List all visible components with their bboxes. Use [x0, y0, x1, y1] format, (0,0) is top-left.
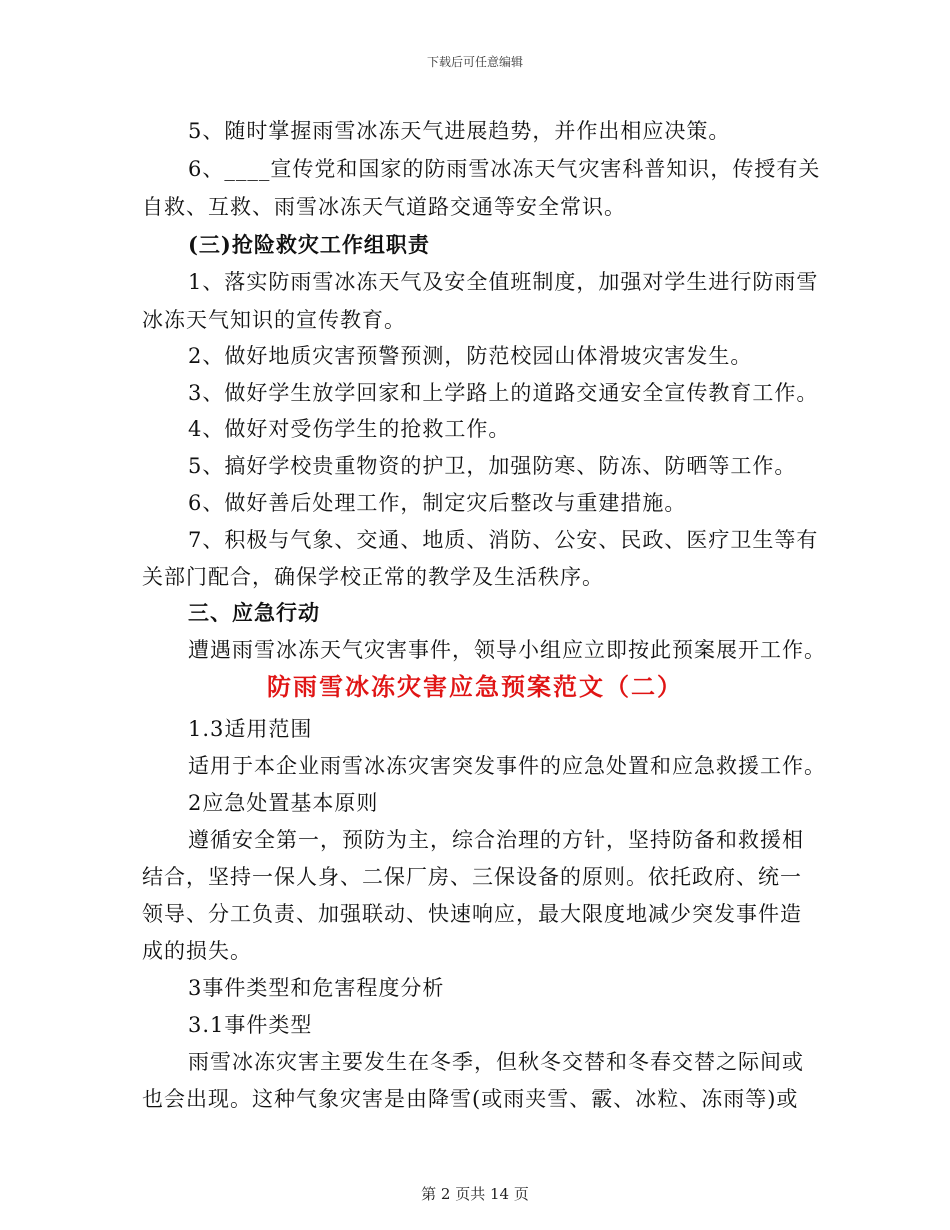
page-footer: 第 2 页共 14 页 — [421, 1185, 529, 1203]
text-line: 3、做好学生放学回家和上学路上的道路交通安全宣传教育工作。 — [188, 381, 819, 405]
text-line: 2、做好地质灾害预警预测，防范校园山体滑坡灾害发生。 — [188, 344, 753, 368]
text-line: 3事件类型和危害程度分析 — [188, 976, 445, 1000]
text-line: 2应急处置基本原则 — [188, 791, 379, 815]
text-line: 成的损失。 — [142, 939, 252, 963]
text-line: 5、搞好学校贵重物资的护卫，加强防寒、防冻、防晒等工作。 — [188, 454, 797, 478]
page-header: 下载后可任意编辑 — [426, 55, 523, 69]
document-title: 防雨雪冰冻灾害应急预案范文（二） — [267, 672, 683, 701]
text-line: 3.1事件类型 — [188, 1013, 313, 1037]
text-line: 6、做好善后处理工作，制定灾后整改与重建措施。 — [188, 491, 687, 515]
text-line: 自救、互救、雨雪冰冻天气道路交通等安全常识。 — [142, 195, 626, 219]
section-heading: (三)抢险救灾工作组职责 — [188, 232, 430, 257]
text-line: 关部门配合，确保学校正常的教学及生活秩序。 — [142, 565, 604, 589]
text-line: 也会出现。这种气象灾害是由降雪(或雨夹雪、霰、冰粒、冻雨等)或 — [142, 1087, 799, 1111]
text-line: 适用于本企业雨雪冰冻灾害突发事件的应急处置和应急救援工作。 — [188, 754, 826, 778]
text-line: 5、随时掌握雨雪冰冻天气进展趋势，并作出相应决策。 — [188, 119, 731, 143]
text-line: 1.3适用范围 — [188, 717, 313, 741]
text-line: 4、做好对受伤学生的抢救工作。 — [188, 417, 511, 441]
text-line: 遭遇雨雪冰冻天气灾害事件，领导小组应立即按此预案展开工作。 — [188, 638, 826, 662]
section-heading: 三、应急行动 — [188, 600, 320, 625]
text-line: 1、落实防雨雪冰冻天气及安全值班制度，加强对学生进行防雨雪 — [188, 270, 819, 294]
text-line: 结合，坚持一保人身、二保厂房、三保设备的原则。依托政府、统一 — [142, 865, 802, 889]
text-line: 领导、分工负责、加强联动、快速响应，最大限度地减少突发事件造 — [142, 902, 802, 926]
text-line: 6、____宣传党和国家的防雨雪冰冻天气灾害科普知识，传授有关 — [188, 157, 821, 181]
text-line: 遵循安全第一，预防为主，综合治理的方针，坚持防备和救援相 — [188, 828, 804, 852]
text-line: 冰冻天气知识的宣传教育。 — [142, 308, 406, 332]
text-line: 雨雪冰冻灾害主要发生在冬季，但秋冬交替和冬春交替之际间或 — [188, 1050, 804, 1074]
text-line: 7、积极与气象、交通、地质、消防、公安、民政、医疗卫生等有 — [188, 528, 819, 552]
